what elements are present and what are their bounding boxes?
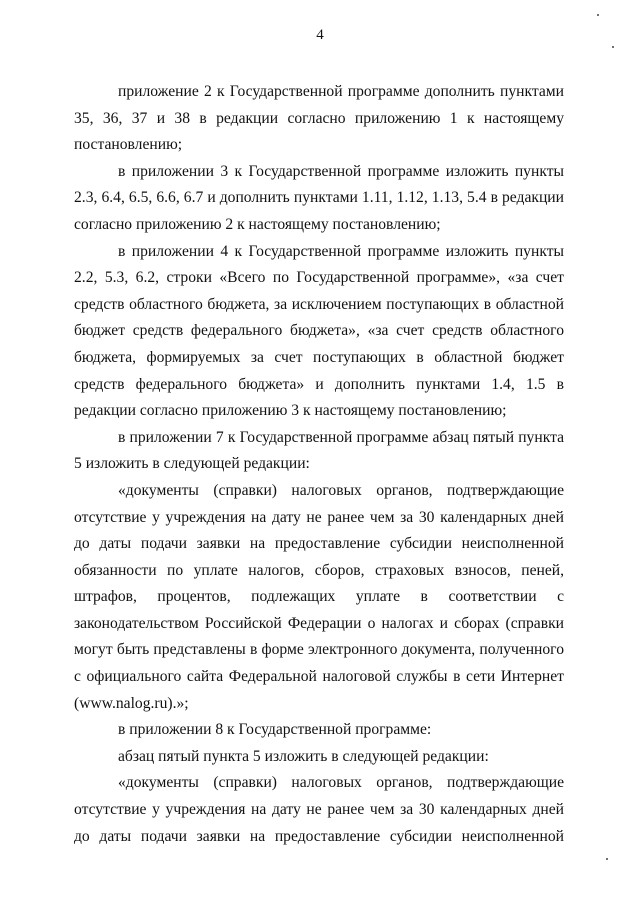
scan-speck: [606, 858, 608, 860]
paragraph-appendix-2: приложение 2 к Государственной программе дополнить пунктами 35, 36, 37 и 38 в редакции согласно приложению 1 к настоящему постановлению;: [74, 83, 564, 154]
paragraph-appendix-4: в приложении 4 к Государственной программе изложить пункты 2.2, 5.3, 6.2, строки «Всего по Государственной программе», «за счет средств областного бюджета, за исключением поступающих в областной бюджет средств федерального бюджета», «за счет средств областного бюджета, формируемых за счет поступающих в областной бюджет средств федерального бюджета» и дополнить пунктами 1.4, 1.5 в редакции согласно приложению 3 к настоящему постановлению;: [74, 242, 564, 420]
scan-speck: [597, 14, 599, 16]
document-body: [74, 79, 564, 850]
paragraph-tax-documents-quote: «документы (справки) налоговых органов, подтверждающие отсутствие у учреждения на дату не ранее чем за 30 календарных дней до даты подачи заявки на предоставление субсидии неисполненной обязанности по уплате налогов, сборов, страховых взносов, пеней, штрафов, процентов, подлежащих уплате в соответствии с законодательством Российской Федерации о налогах и сборах (справки могут быть представлены в форме электронного документа, полученного с официального сайта Федеральной налоговой службы в сети Интернет (www.nalog.ru).»;: [74, 481, 564, 712]
paragraph-appendix-8: в приложении 8 к Государственной программе:: [118, 721, 432, 739]
page-number: 4: [316, 27, 324, 43]
paragraph-point-5-paragraph-5: абзац пятый пункта 5 изложить в следующей редакции:: [118, 747, 489, 765]
paragraph-appendix-3: в приложении 3 к Государственной программе изложить пункты 2.3, 6.4, 6.5, 6.6, 6.7 и дополнить пунктами 1.11, 1.12, 1.13, 5.4 в редакции согласно приложению 2 к настоящему постановлению;: [74, 162, 564, 233]
scan-speck: [612, 46, 614, 48]
paragraph-appendix-7: в приложении 7 к Государственной программе абзац пятый пункта 5 изложить в следующей редакции:: [74, 428, 564, 473]
paragraph-tax-documents-quote-2: «документы (справки) налоговых органов, подтверждающие отсутствие у учреждения на дату не ранее чем за 30 календарных дней до даты подачи заявки на предоставление субсидии неисполненной: [74, 774, 564, 845]
